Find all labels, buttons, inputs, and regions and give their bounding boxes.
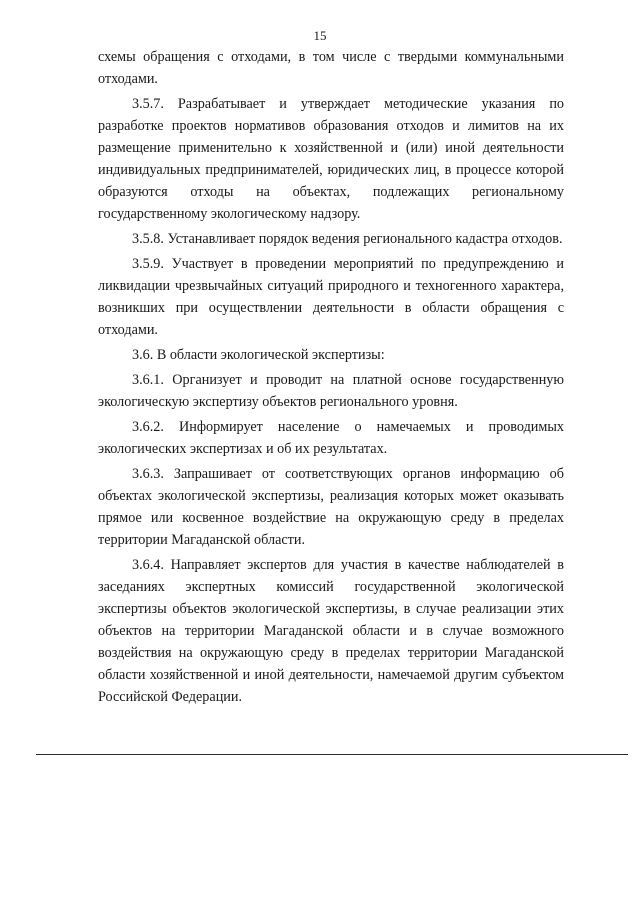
paragraph-3-6-4: 3.6.4. Направляет экспертов для участия в качестве наблюдателей в заседаниях экспертных комиссий государственной экологической экспертизы объектов экологической экспертизы, в случае реализации этих объектов на территории Магаданской области и в случае возможного воздействия на окружающую среду в пределах территории Магаданской области хозяйственной и иной деятельности, намечаемой другим субъектом Российской Федерации. [98, 557, 564, 705]
paragraph-continuation: схемы обращения с отходами, в том числе с твердыми коммунальными отходами. [98, 49, 564, 87]
paragraph-3-5-9: 3.5.9. Участвует в проведении мероприятий по предупреждению и ликвидации чрезвычайных ситуаций природного и техногенного характера, возникших при осуществлении деятельности в области обращения с отходами. [98, 256, 564, 338]
paragraph-3-6-3: 3.6.3. Запрашивает от соответствующих органов информацию об объектах экологической экспертизы, реализация которых может оказывать прямое или косвенное воздействие на окружающую среду в пределах территории Магаданской области. [98, 466, 564, 548]
page-divider-line [36, 754, 628, 755]
paragraph-3-5-8: 3.5.8. Устанавливает порядок ведения регионального кадастра отходов. [132, 231, 563, 247]
document-body [98, 46, 564, 708]
page-number: 15 [313, 28, 327, 43]
paragraph-3-6-2: 3.6.2. Информирует население о намечаемых и проводимых экологических экспертизах и об их результатах. [98, 419, 564, 457]
paragraph-3-6-1: 3.6.1. Организует и проводит на платной основе государственную экологическую экспертизу объектов регионального уровня. [98, 372, 564, 410]
paragraph-3-6: 3.6. В области экологической экспертизы: [132, 347, 385, 363]
paragraph-3-5-7: 3.5.7. Разрабатывает и утверждает методические указания по разработке проектов нормативов образования отходов и лимитов на их размещение применительно к хозяйственной и (или) иной деятельности индивидуальных предпринимателей, юридических лиц, в процессе которой образуются отходы на объектах, подлежащих региональному государственному экологическому надзору. [98, 96, 564, 222]
